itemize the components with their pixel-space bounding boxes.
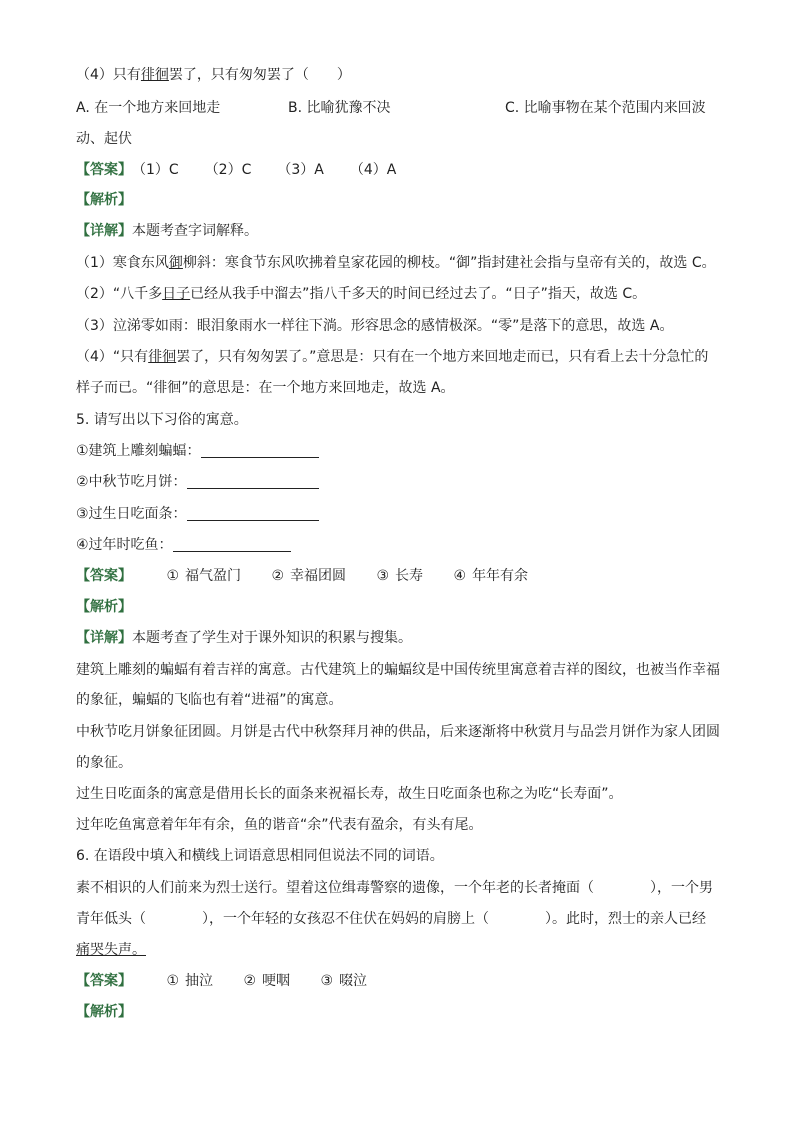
detail-item-4: （4）“只有徘徊罢了，只有匆匆罢了。”意思是：只有在一个地方来回地走而已，只有看上去十分急忙的 — [76, 349, 709, 365]
detail2-intro: 【详解】本题考查了学生对于课外知识的积累与搜集。 — [76, 630, 412, 646]
q5-item-1: ①建筑上雕刻蝙蝠： — [76, 441, 319, 461]
answer-line-1: 【答案】（1）C （2）C （3）A （4）A — [76, 162, 397, 178]
answer-line-3: 【答案】 ① 抽泣 ② 哽咽 ③ 啜泣 — [76, 973, 368, 989]
answer-blank[interactable] — [187, 506, 319, 521]
detail-item-2: （2）“八千多日子已经从我手中溜去”指八千多天的时间已经过去了。“日子”指天，故选 C。 — [76, 286, 647, 302]
analysis-tag-3: 【解析】 — [76, 1004, 132, 1020]
q5-stem: 5. 请写出以下习俗的寓意。 — [76, 412, 248, 428]
answer-blank[interactable] — [187, 474, 319, 489]
detail2-p3: 过生日吃面条的寓意是借用长长的面条来祝福长寿，故生日吃面条也称之为吃“长寿面”。 — [76, 786, 623, 802]
detail2-p2a: 中秋节吃月饼象征团圆。月饼是古代中秋祭拜月神的供品，后来逐渐将中秋赏月与品尝月饼作为家人团圆 — [76, 724, 720, 740]
q4-option-a: A. 在一个地方来回地走 — [76, 100, 221, 116]
detail-item-4-cont: 样子而已。“徘徊”的意思是：在一个地方来回地走，故选 A。 — [76, 380, 455, 396]
detail2-p1b: 的象征，蝙蝠的飞临也有着“进福”的寓意。 — [76, 692, 343, 708]
q4-option-b: B. 比喻犹豫不决 — [288, 100, 391, 116]
q5-item-3: ③过生日吃面条： — [76, 504, 319, 524]
answer-blank[interactable] — [173, 537, 291, 552]
detail2-p1a: 建筑上雕刻的蝙蝠有着吉祥的寓意。古代建筑上的蝙蝠纹是中国传统里寓意着吉祥的图纹，也被当作幸福 — [76, 662, 720, 678]
answer-blank[interactable] — [201, 443, 319, 458]
q6-p3: 痛哭失声。 — [76, 942, 146, 958]
detail2-p2b: 的象征。 — [76, 755, 132, 771]
analysis-tag-1: 【解析】 — [76, 192, 132, 208]
q6-stem: 6. 在语段中填入和横线上词语意思相同但说法不同的词语。 — [76, 848, 444, 864]
underlined-word: 徘徊 — [140, 67, 169, 83]
analysis-tag-2: 【解析】 — [76, 599, 132, 615]
q5-item-4: ④过年时吃鱼： — [76, 535, 291, 555]
q4-option-c-cont: 动、起伏 — [76, 131, 132, 147]
q4-option-c: C. 比喻事物在某个范围内来回波 — [505, 100, 706, 116]
detail-line-1: 【详解】本题考查字词解释。 — [76, 223, 258, 239]
detail-item-1: （1）寒食东风御柳斜：寒食节东风吹拂着皇家花园的柳枝。“御”指封建社会指与皇帝有关的，故选 C。 — [76, 255, 716, 271]
detail2-p4: 过年吃鱼寓意着年年有余，鱼的谐音“余”代表有盈余，有头有尾。 — [76, 817, 483, 833]
q5-item-2: ②中秋节吃月饼： — [76, 472, 319, 492]
answer-tag: 【答案】 — [76, 162, 132, 178]
q6-p2: 青年低头（ ），一个年轻的女孩忍不住伏在妈妈的肩膀上（ ）。此时，烈士的亲人已经 — [76, 911, 706, 927]
answer-line-2: 【答案】 ① 福气盈门 ② 幸福团圆 ③ 长寿 ④ 年年有余 — [76, 568, 529, 584]
q4-stem: （4）只有徘徊罢了，只有匆匆罢了（ ） — [76, 67, 351, 83]
q6-p1: 素不相识的人们前来为烈士送行。望着这位缉毒警察的遗像，一个年老的长者掩面（ ），一个男 — [76, 880, 713, 896]
detail-item-3: （3）泣涕零如雨：眼泪象雨水一样往下淌。形容思念的感情极深。“零”是落下的意思，故选 A。 — [76, 318, 674, 334]
